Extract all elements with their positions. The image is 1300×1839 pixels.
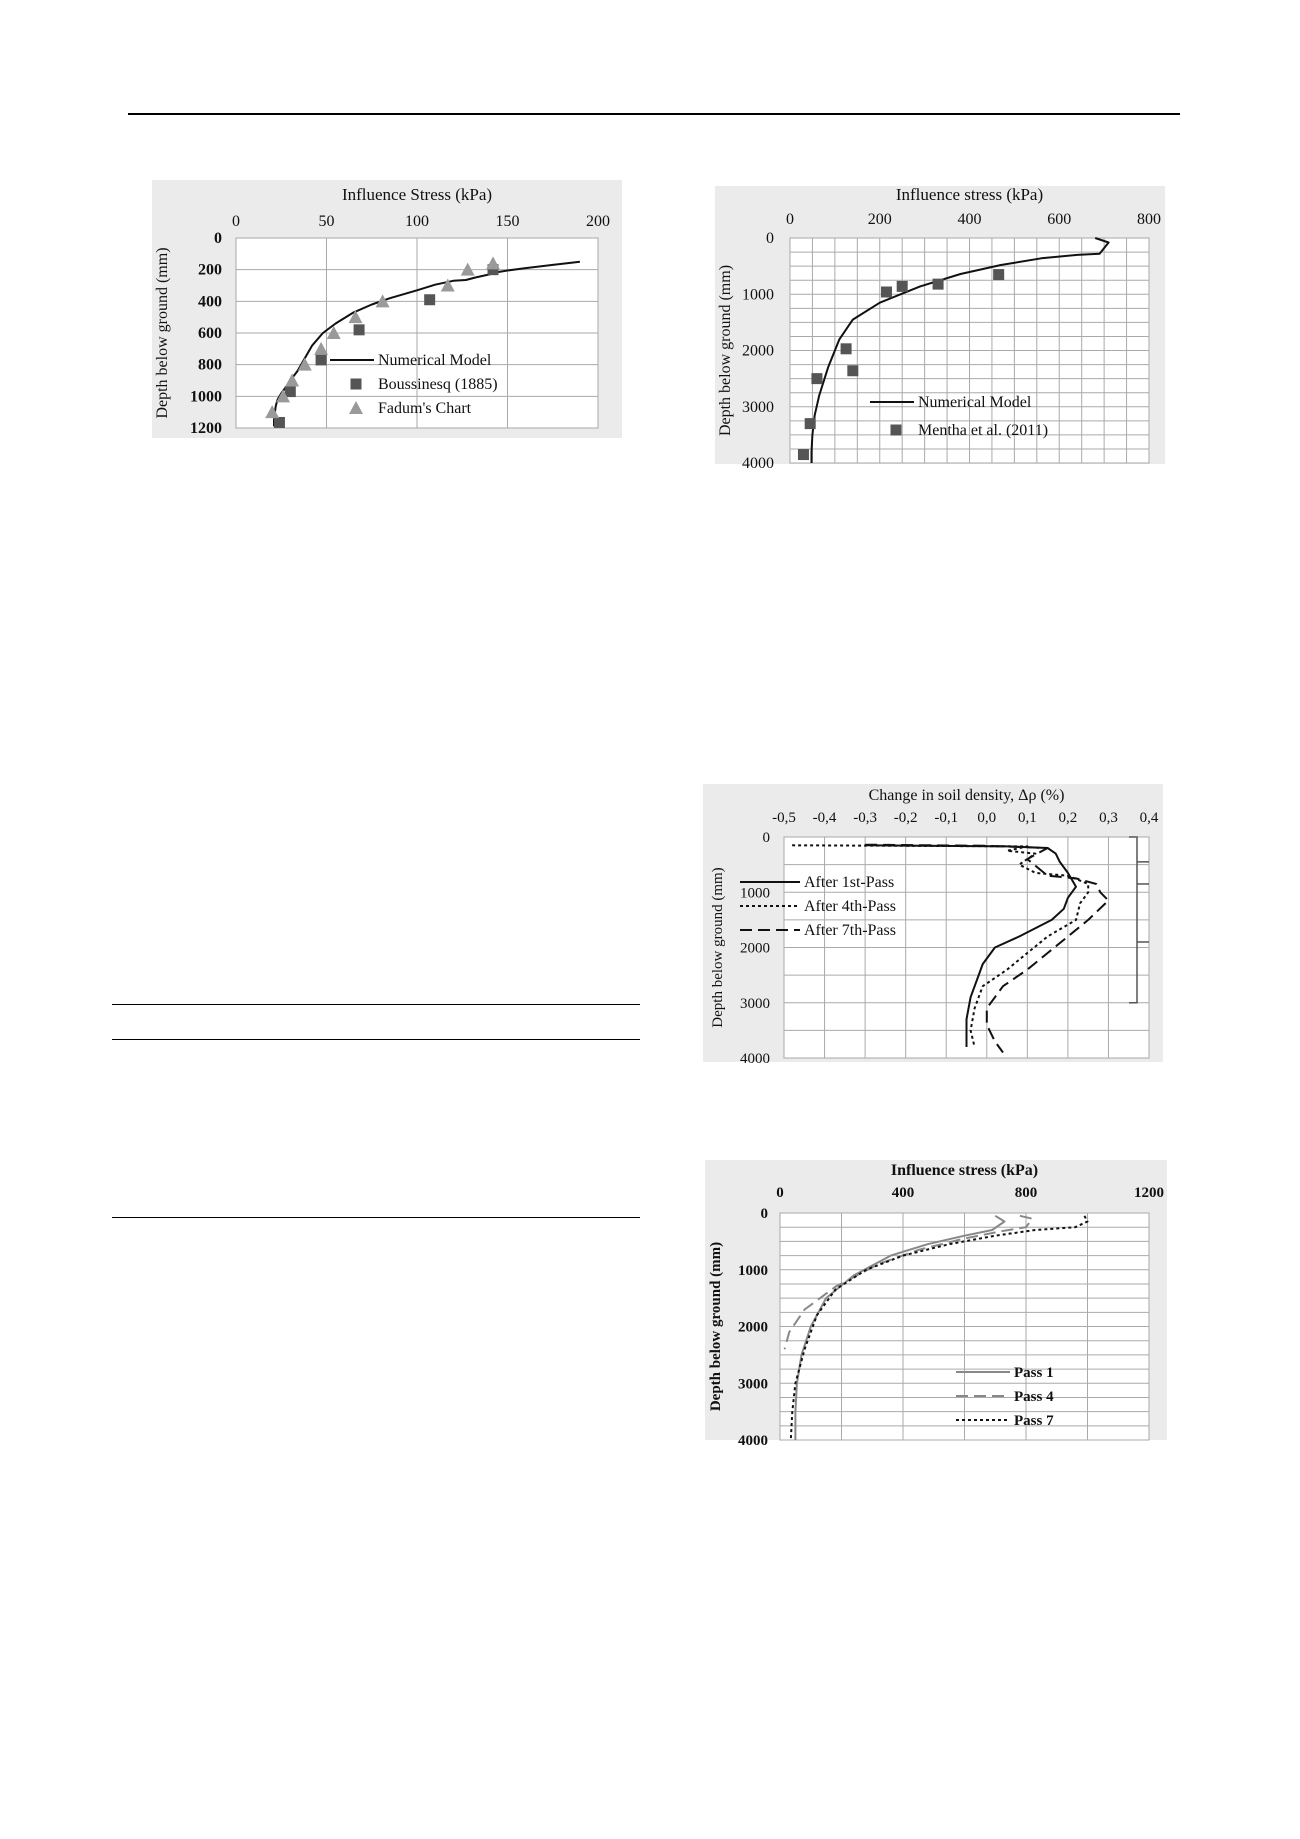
legend-label-mentha-et-al-2011: Mentha et al. (2011) [918, 422, 1049, 439]
x-tick-label: 1200 [1134, 1185, 1164, 1201]
x-tick-label: -0,5 [772, 810, 796, 826]
x-tick-label: 100 [405, 213, 429, 230]
x-tick-label: -0,1 [934, 810, 959, 826]
x-tick-label: -0,2 [893, 810, 918, 826]
x-axis-label: Influence stress (kPa) [890, 1162, 1039, 1179]
y-tick-label: 2000 [740, 940, 770, 957]
x-tick-label: 0,4 [1139, 810, 1159, 826]
y-axis-label: Depth below ground (mm) [717, 264, 734, 437]
y-tick-label: 600 [198, 325, 222, 342]
x-tick-label: 0,2 [1058, 810, 1078, 826]
x-axis-label: Change in soil density, Δρ (%) [868, 787, 1065, 804]
y-tick-label: 1000 [738, 1262, 768, 1279]
y-tick-label: 0 [762, 830, 770, 846]
y-axis-label: Depth below ground (mm) [154, 247, 171, 419]
y-tick-label: 4000 [742, 455, 774, 472]
y-tick-label: 800 [198, 356, 222, 374]
x-tick-label: 400 [891, 1185, 915, 1201]
y-tick-label: 200 [198, 261, 222, 279]
x-tick-label: 200 [867, 211, 892, 228]
y-tick-label: 4000 [738, 1433, 768, 1449]
legend-label-pass-1: Pass 1 [1014, 1365, 1054, 1381]
legend-label-after-1st-pass: After 1st-Pass [804, 874, 895, 891]
y-tick-label: 0 [214, 230, 222, 247]
x-tick-label: 50 [318, 213, 335, 230]
y-tick-label: 2000 [738, 1319, 768, 1336]
legend-label-fadum-s-chart: Fadum's Chart [378, 400, 472, 417]
x-tick-label: 200 [586, 213, 610, 230]
y-tick-label: 2000 [742, 342, 774, 360]
y-tick-label: 400 [198, 293, 222, 311]
y-tick-label: 1000 [190, 388, 222, 406]
y-tick-label: 0 [760, 1206, 768, 1222]
legend-label-boussinesq-1885: Boussinesq (1885) [378, 376, 498, 393]
x-tick-label: 0,1 [1017, 810, 1037, 826]
x-axis-label: Influence stress (kPa) [895, 185, 1044, 204]
x-tick-label: 0,0 [977, 810, 997, 826]
x-axis-label: Influence Stress (kPa) [341, 185, 493, 204]
legend-label-after-4th-pass: After 4th-Pass [804, 898, 896, 915]
x-tick-label: -0,3 [853, 810, 877, 826]
y-tick-label: 3000 [738, 1376, 768, 1393]
y-axis-label: Depth below ground (mm) [710, 867, 726, 1028]
legend-label-after-7th-pass: After 7th-Pass [804, 922, 896, 939]
x-tick-label: 0 [232, 213, 240, 230]
y-tick-label: 3000 [740, 995, 770, 1012]
y-tick-label: 0 [766, 230, 774, 247]
y-tick-label: 3000 [742, 398, 774, 416]
y-axis-label: Depth below ground (mm) [708, 1241, 724, 1412]
y-tick-label: 1000 [742, 286, 774, 304]
legend-label-numerical-model: Numerical Model [378, 352, 492, 369]
legend-label-pass-7: Pass 7 [1014, 1413, 1054, 1429]
y-tick-label: 1000 [740, 885, 770, 902]
x-tick-label: 150 [495, 213, 520, 230]
x-tick-label: 0 [776, 1185, 784, 1201]
x-tick-label: -0,4 [812, 810, 837, 826]
x-tick-label: 600 [1047, 211, 1072, 228]
x-tick-label: 0 [786, 211, 794, 228]
legend-label-pass-4: Pass 4 [1014, 1389, 1054, 1405]
legend-label-numerical-model: Numerical Model [918, 394, 1032, 411]
x-tick-label: 800 [1137, 211, 1161, 228]
y-tick-label: 1200 [190, 420, 222, 437]
x-tick-label: 400 [957, 211, 982, 228]
x-tick-label: 800 [1014, 1185, 1038, 1201]
y-tick-label: 4000 [740, 1051, 770, 1067]
x-tick-label: 0,3 [1099, 810, 1118, 826]
